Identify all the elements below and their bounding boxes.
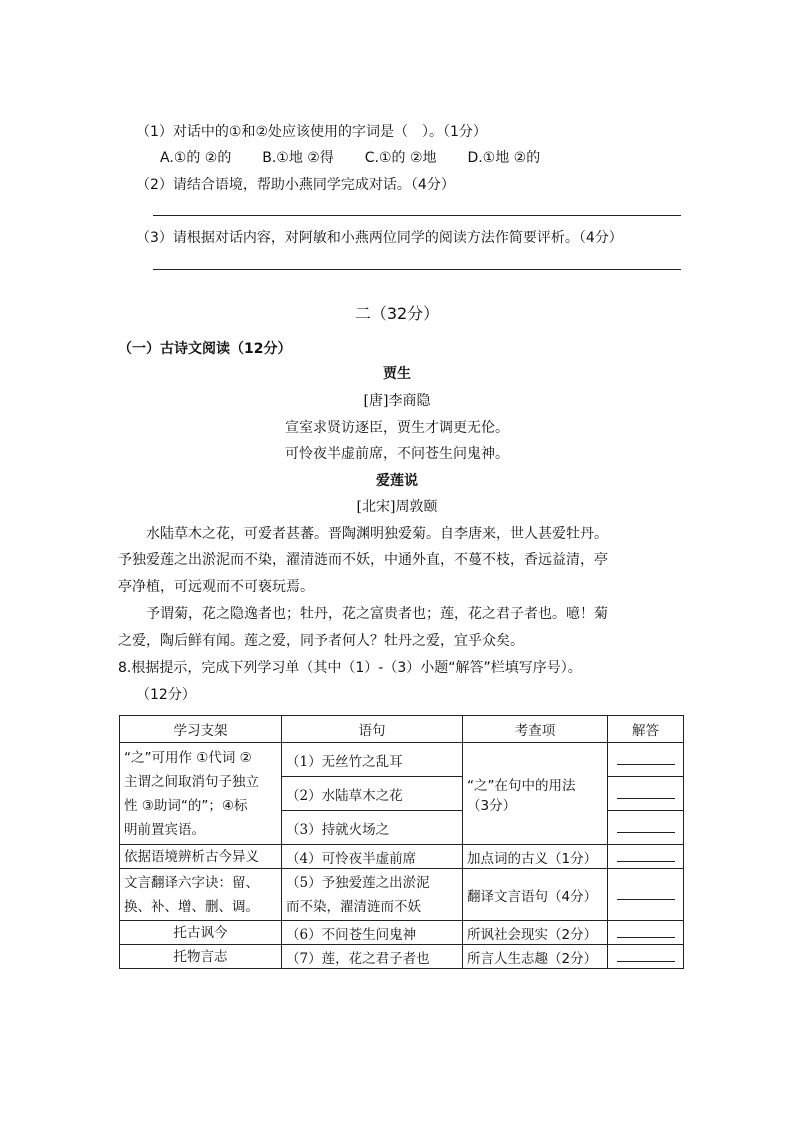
section-title: 二（32分）	[354, 304, 440, 323]
section-subtitle: （一）古诗文阅读（12分）	[118, 341, 292, 357]
answer-blank[interactable]	[617, 885, 675, 900]
question-3-prompt: （3）请根据对话内容，对阿敏和小燕两位同学的阅读方法作简要评析。（4分）	[136, 230, 623, 246]
table-row	[120, 743, 684, 777]
item-cell: 所讽社会现实（2分）	[463, 921, 608, 945]
essay-line: 亭净植，可远观而不可亵玩焉。	[118, 579, 314, 595]
header-support: 学习支架	[120, 716, 282, 743]
answer-blank[interactable]	[617, 923, 675, 938]
support-cell: 托古讽今	[120, 921, 282, 945]
item-cell: “之”在句中的用法 （3分）	[463, 743, 608, 845]
answer-cell[interactable]	[608, 869, 684, 921]
support-cell: 文言翻译六字诀：留、 换、补、增、删、调。	[120, 869, 282, 921]
support-cell: 依据语境辨析古今异义	[120, 845, 282, 869]
header-answer: 解答	[608, 716, 684, 743]
table-row	[120, 921, 684, 945]
sentence-cell: （2）水陆草木之花	[282, 777, 463, 811]
answer-cell[interactable]	[608, 945, 684, 969]
item-cell: 加点词的古义（1分）	[463, 845, 608, 869]
poem-line: 宣室求贤访逐臣，贾生才调更无伦。	[285, 420, 509, 436]
essay-author: [北宋]周敦颐	[356, 499, 438, 515]
sentence-cell: （3）持就火场之	[282, 811, 463, 845]
table-row	[120, 945, 684, 969]
poem-author: [唐]李商隐	[363, 393, 431, 409]
essay-line: 之爱，陶后鲜有闻。莲之爱，同予者何人？牡丹之爱，宜乎众矣。	[118, 633, 524, 649]
answer-cell[interactable]	[608, 777, 684, 811]
question-1-prompt: （1）对话中的①和②处应该使用的字词是（ ）。（1分）	[136, 124, 487, 140]
header-item: 考查项	[463, 716, 608, 743]
support-cell: 托物言志	[120, 945, 282, 969]
answer-line-3[interactable]	[153, 269, 681, 270]
essay-line: 水陆草木之花，可爱者甚蕃。晋陶渊明独爱菊。自李唐来，世人甚爱牡丹。	[146, 526, 608, 542]
answer-blank[interactable]	[617, 947, 675, 962]
answer-cell[interactable]	[608, 811, 684, 845]
answer-blank[interactable]	[617, 847, 675, 862]
essay-line: 予谓菊，花之隐逸者也；牡丹，花之富贵者也；莲，花之君子者也。噫！菊	[146, 606, 608, 622]
sentence-cell: （1）无丝竹之乱耳	[282, 743, 463, 777]
sentence-cell: （6）不问苍生问鬼神	[282, 921, 463, 945]
question-8-points: （12分）	[136, 687, 196, 703]
poem-title: 贾生	[383, 366, 411, 382]
poem-line: 可怜夜半虚前席，不问苍生问鬼神。	[285, 446, 509, 462]
answer-blank[interactable]	[617, 750, 675, 765]
essay-title: 爱莲说	[376, 473, 418, 489]
question-8-prompt: 8.根据提示，完成下列学习单（其中（1）-（3）小题“解答”栏填写序号）。	[118, 660, 582, 676]
answer-blank[interactable]	[617, 818, 675, 833]
sentence-cell: （7）莲，花之君子者也	[282, 945, 463, 969]
header-sentence: 语句	[282, 716, 463, 743]
option-d[interactable]: D.①地 ②的	[467, 150, 541, 166]
item-cell: 所言人生志趣（2分）	[463, 945, 608, 969]
option-b[interactable]: B.①地 ②得	[262, 150, 334, 166]
essay-line: 予独爱莲之出淤泥而不染，濯清涟而不妖，中通外直，不蔓不枝，香远益清，亭	[118, 552, 608, 568]
option-a[interactable]: A.①的 ②的	[160, 150, 232, 166]
study-table	[119, 715, 684, 969]
table-row	[120, 845, 684, 869]
question-2-prompt: （2）请结合语境，帮助小燕同学完成对话。（4分）	[136, 177, 455, 193]
answer-cell[interactable]	[608, 743, 684, 777]
sentence-cell: （4）可怜夜半虚前席	[282, 845, 463, 869]
answer-cell[interactable]	[608, 921, 684, 945]
item-cell: 翻译文言语句（4分）	[463, 869, 608, 921]
table-row	[120, 869, 684, 921]
answer-line-2[interactable]	[153, 215, 681, 216]
answer-blank[interactable]	[617, 784, 675, 799]
sentence-cell: （5）予独爱莲之出淤泥 而不染，濯清涟而不妖	[282, 869, 463, 921]
answer-cell[interactable]	[608, 845, 684, 869]
option-c[interactable]: C.①的 ②地	[364, 150, 437, 166]
table-header-row	[120, 716, 684, 743]
support-cell: “之”可用作 ①代词 ② 主谓之间取消句子独立 性 ③助词“的”；④标 明前置宾语。	[120, 743, 282, 845]
question-1-options	[160, 147, 540, 167]
